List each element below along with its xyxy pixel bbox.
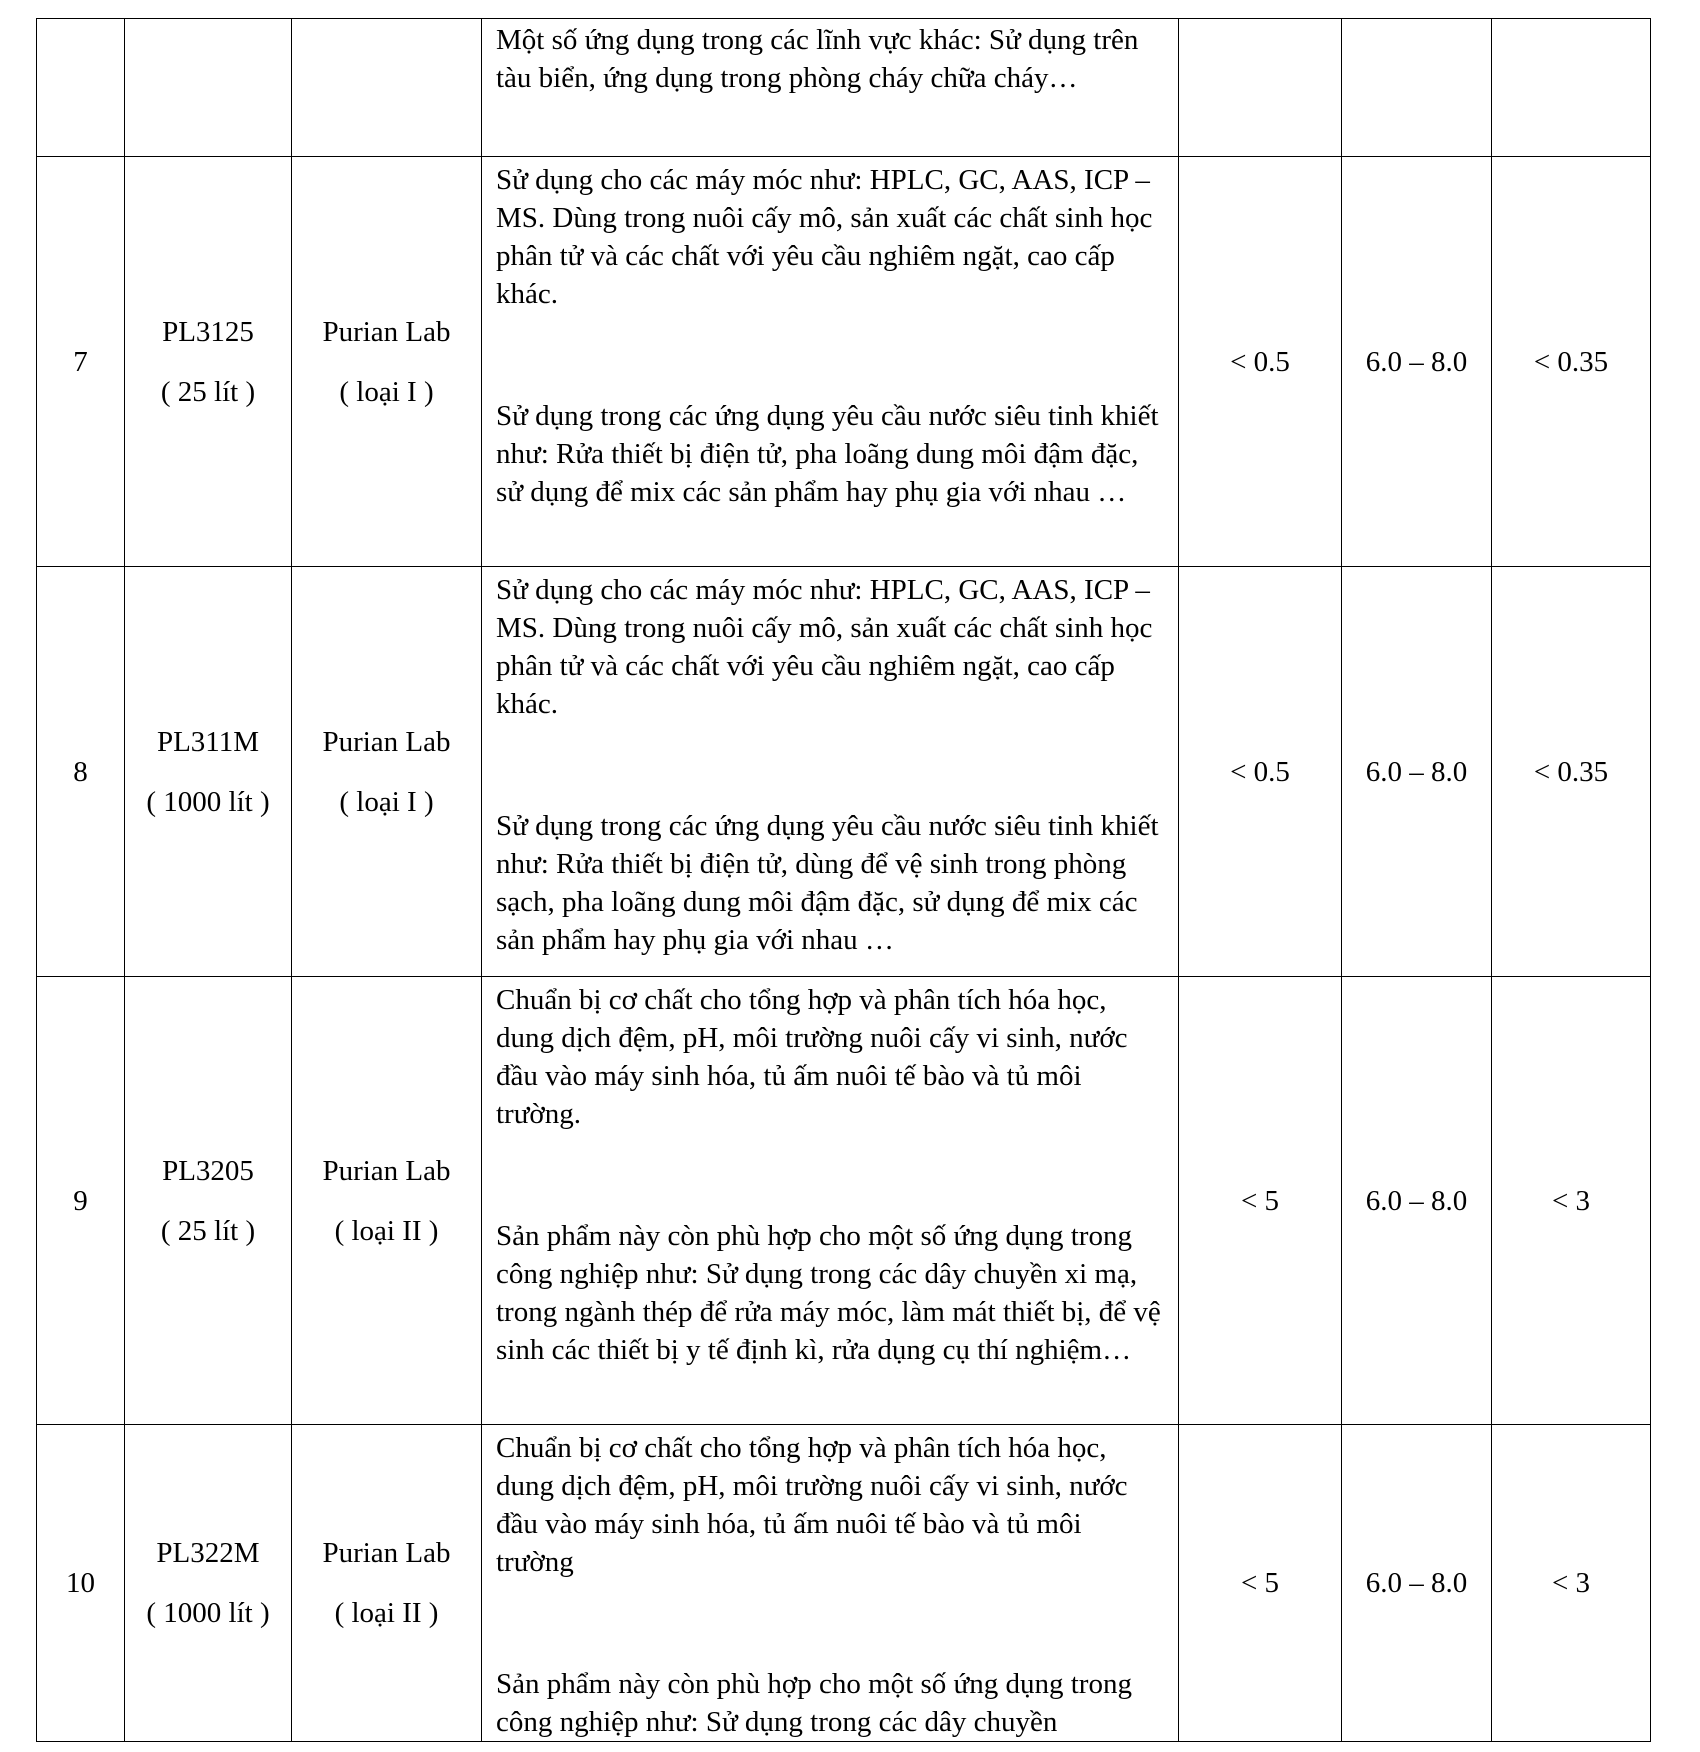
row-number-cell	[37, 19, 125, 157]
description-paragraph: Sử dụng trong các ứng dụng yêu cầu nước siêu tinh khiết như: Rửa thiết bị điện tử, pha loãng dung môi đậm đặc, sử dụng để mix các sản phẩm hay phụ gia với nhau …	[496, 400, 1159, 508]
model-code: PL3205	[162, 1154, 254, 1187]
row-number-cell: 7	[37, 157, 125, 567]
model-code: PL322M	[156, 1537, 260, 1569]
brand-name: Purian Lab	[322, 315, 451, 348]
description-cell	[482, 567, 1179, 977]
brand-cell	[292, 1425, 482, 1742]
toc-cell: < 3	[1492, 977, 1651, 1425]
description-paragraph: Một số ứng dụng trong các lĩnh vực khác: Sử dụng trên tàu biển, ứng dụng trong phòng cháy chữa cháy…	[496, 24, 1139, 94]
ph-cell	[1342, 19, 1492, 157]
model-code: PL311M	[156, 725, 260, 758]
brand-name: Purian Lab	[322, 725, 451, 758]
ph-cell: 6.0 – 8.0	[1342, 567, 1492, 977]
model-capacity: ( 25 lít )	[160, 1214, 256, 1247]
brand-name: Purian Lab	[322, 1154, 451, 1187]
water-grade: ( loại II )	[334, 1597, 439, 1629]
table-row	[37, 1425, 1651, 1742]
description-cell	[482, 977, 1179, 1425]
product-spec-table	[36, 18, 1651, 1742]
conductivity-cell	[1179, 19, 1342, 157]
row-number-cell: 8	[37, 567, 125, 977]
conductivity-cell: < 5	[1179, 1425, 1342, 1742]
description-paragraph: Chuẩn bị cơ chất cho tổng hợp và phân tích hóa học, dung dịch đệm, pH, môi trường nuôi cấy vi sinh, nước đầu vào máy sinh hóa, tủ ấm nuôi tế bào và tủ môi trường.	[496, 984, 1128, 1130]
model-capacity: ( 25 lít )	[160, 375, 256, 408]
model-cell	[125, 567, 292, 977]
model-cell	[125, 19, 292, 157]
model-cell	[125, 977, 292, 1425]
toc-cell: < 0.35	[1492, 157, 1651, 567]
table-row	[37, 19, 1651, 157]
water-grade: ( loại I )	[339, 375, 434, 408]
description-paragraph: Sản phẩm này còn phù hợp cho một số ứng dụng trong công nghiệp như: Sử dụng trong các dây chuyền	[496, 1668, 1132, 1738]
ph-cell: 6.0 – 8.0	[1342, 1425, 1492, 1742]
brand-cell	[292, 157, 482, 567]
description-paragraph: Sử dụng cho các máy móc như: HPLC, GC, AAS, ICP – MS. Dùng trong nuôi cấy mô, sản xuất các chất sinh học phân tử và các chất với yêu cầu nghiêm ngặt, cao cấp khác.	[496, 574, 1153, 720]
model-code: PL3125	[162, 315, 254, 348]
water-grade: ( loại I )	[339, 785, 434, 818]
brand-cell	[292, 977, 482, 1425]
model-capacity: ( 1000 lít )	[146, 785, 270, 818]
ph-cell: 6.0 – 8.0	[1342, 977, 1492, 1425]
table-row	[37, 567, 1651, 977]
description-cell	[482, 1425, 1179, 1742]
conductivity-cell: < 0.5	[1179, 157, 1342, 567]
brand-cell	[292, 19, 482, 157]
model-cell	[125, 1425, 292, 1742]
description-cell	[482, 157, 1179, 567]
brand-name: Purian Lab	[322, 1537, 451, 1569]
toc-cell: < 0.35	[1492, 567, 1651, 977]
conductivity-cell: < 0.5	[1179, 567, 1342, 977]
description-paragraph: Chuẩn bị cơ chất cho tổng hợp và phân tích hóa học, dung dịch đệm, pH, môi trường nuôi cấy vi sinh, nước đầu vào máy sinh hóa, tủ ấm nuôi tế bào và tủ môi trường	[496, 1432, 1128, 1578]
row-number-cell: 10	[37, 1425, 125, 1742]
description-paragraph: Sử dụng trong các ứng dụng yêu cầu nước siêu tinh khiết như: Rửa thiết bị điện tử, dùng để vệ sinh trong phòng sạch, pha loãng dung môi đậm đặc, sử dụng để mix các sản phẩm hay phụ gia với nhau …	[496, 810, 1159, 956]
table-row	[37, 977, 1651, 1425]
row-number-cell: 9	[37, 977, 125, 1425]
table-row	[37, 157, 1651, 567]
water-grade: ( loại II )	[334, 1214, 439, 1247]
description-paragraph: Sử dụng cho các máy móc như: HPLC, GC, AAS, ICP – MS. Dùng trong nuôi cấy mô, sản xuất các chất sinh học phân tử và các chất với yêu cầu nghiêm ngặt, cao cấp khác.	[496, 164, 1153, 310]
model-cell	[125, 157, 292, 567]
model-capacity: ( 1000 lít )	[146, 1597, 270, 1629]
toc-cell	[1492, 19, 1651, 157]
ph-cell: 6.0 – 8.0	[1342, 157, 1492, 567]
brand-cell	[292, 567, 482, 977]
description-paragraph: Sản phẩm này còn phù hợp cho một số ứng dụng trong công nghiệp như: Sử dụng trong các dây chuyền xi mạ, trong ngành thép để rửa máy móc, làm mát thiết bị, để vệ sinh các thiết bị y tế định kì, rửa dụng cụ thí nghiệm…	[496, 1220, 1161, 1366]
description-cell	[482, 19, 1179, 157]
conductivity-cell: < 5	[1179, 977, 1342, 1425]
toc-cell: < 3	[1492, 1425, 1651, 1742]
